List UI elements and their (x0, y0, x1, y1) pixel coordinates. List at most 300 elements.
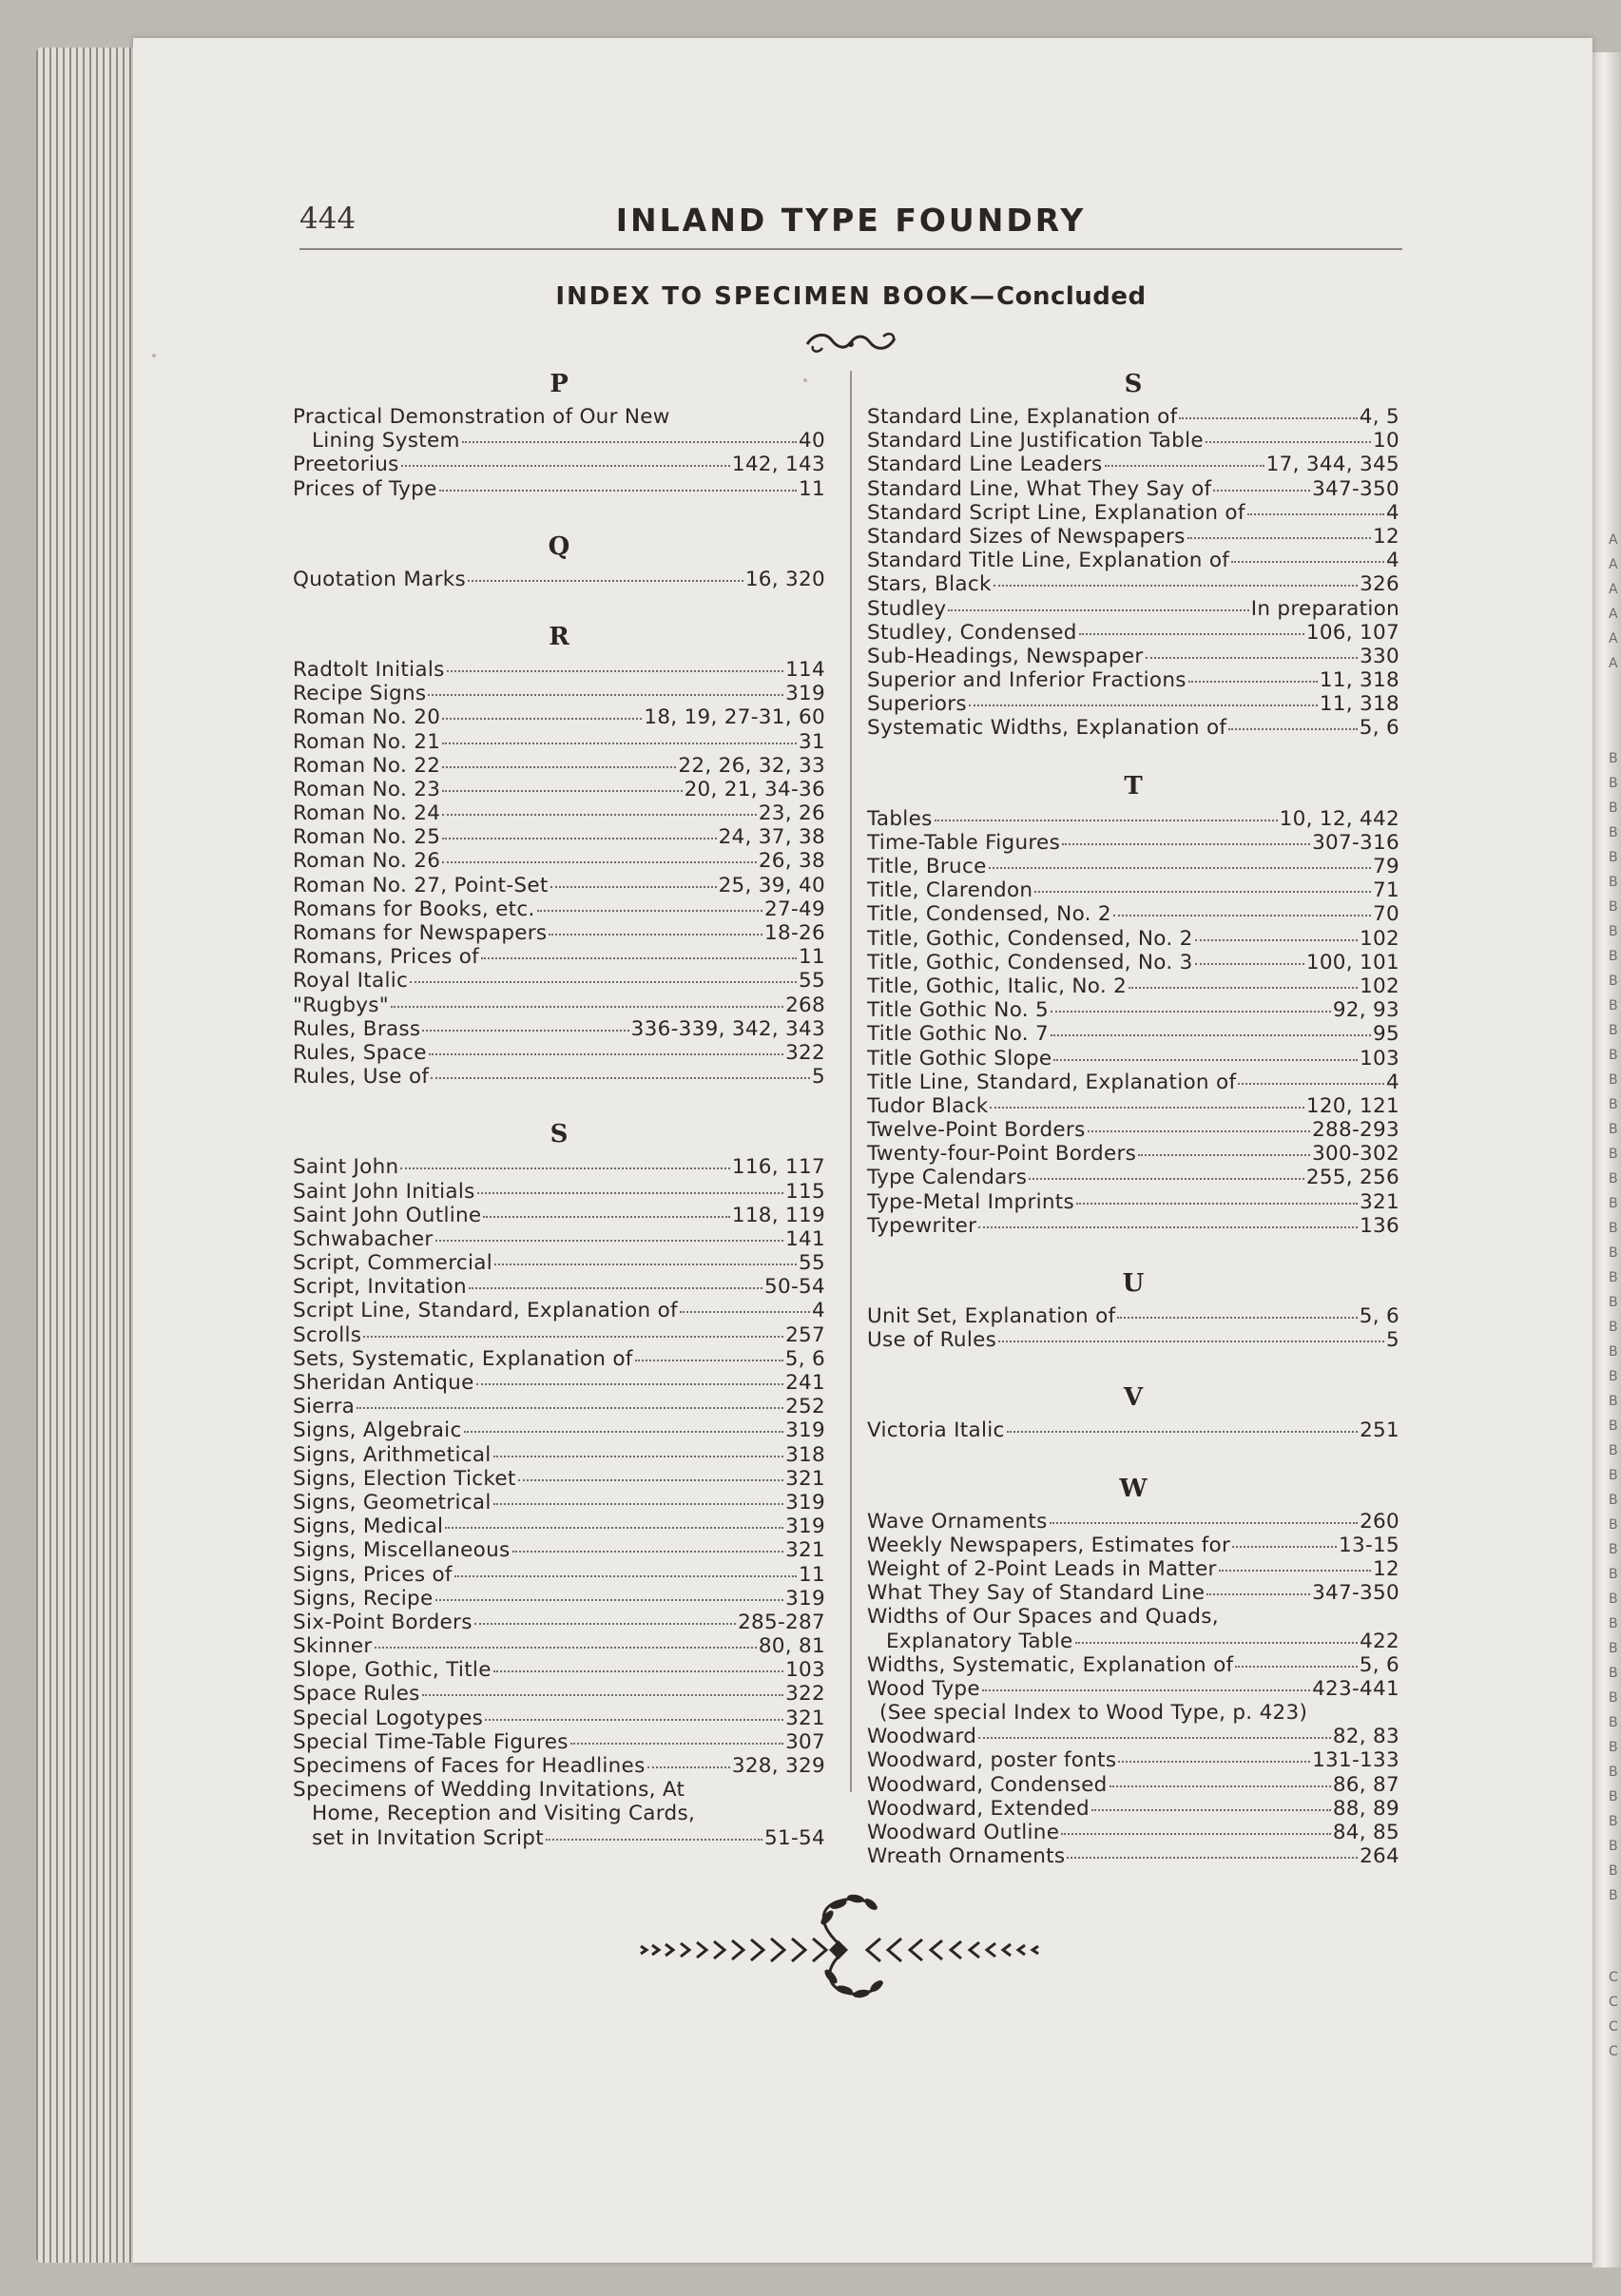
dot-leader (935, 820, 1278, 821)
dot-leader (447, 670, 783, 672)
index-entry-pages: 141 (785, 1226, 825, 1251)
index-entry (867, 855, 1399, 878)
index-entry (293, 825, 825, 849)
index-entry-label: Twelve-Point Borders (867, 1118, 1086, 1143)
index-entry (867, 831, 1399, 855)
index-entry-pages: 86, 87 (1332, 1772, 1399, 1797)
index-entry-label: Stars, Black (867, 572, 992, 597)
laurel-arrow-ornament-icon (627, 1887, 1055, 2011)
section-letter-s: S (550, 1120, 569, 1149)
dot-leader (445, 1527, 783, 1529)
index-entry-label: Roman No. 26 (293, 849, 441, 874)
index-entry-label: Saint John Outline (293, 1203, 482, 1227)
dot-leader (635, 1360, 783, 1361)
index-entry-label: Rules, Brass (293, 1016, 421, 1041)
index-entry-label: Roman No. 22 (293, 753, 441, 778)
index-entry-label: Woodward Outline (867, 1821, 1060, 1844)
index-entry-label: Script, Invitation (293, 1275, 467, 1300)
index-entry-pages: 12 (1373, 524, 1399, 549)
dot-leader (512, 1551, 784, 1553)
index-entry-label: Saint John Initials (293, 1179, 475, 1204)
index-entry-label: Roman No. 21 (293, 729, 441, 754)
dot-leader (474, 1623, 736, 1625)
index-entry-label: Wave Ornaments (867, 1509, 1048, 1534)
index-entry-pages: 115 (785, 1179, 825, 1204)
index-entry-pages: 88, 89 (1332, 1796, 1399, 1821)
index-entry-label: What They Say of Standard Line (867, 1581, 1206, 1606)
dot-leader (1110, 1785, 1331, 1787)
index-entry-pages: 347-350 (1312, 476, 1399, 501)
index-title-suffix: Concluded (996, 282, 1147, 311)
index-entry (867, 1725, 1399, 1748)
dot-leader (1118, 1761, 1310, 1763)
dot-leader (442, 718, 642, 720)
index-entry-label: Slope, Gothic, Title (293, 1658, 492, 1683)
index-entry (293, 1041, 825, 1065)
index-entry (293, 1634, 825, 1658)
index-entry-pages: 116, 117 (731, 1155, 825, 1180)
index-entry (867, 429, 1399, 453)
index-entry (293, 1180, 825, 1204)
index-entry-pages: 255, 256 (1305, 1166, 1399, 1190)
index-entry (293, 921, 825, 945)
index-entry-pages: 80, 81 (758, 1634, 825, 1659)
index-entry (867, 453, 1399, 476)
dot-leader (464, 1431, 783, 1433)
section-gap (867, 1352, 1399, 1377)
dot-leader (485, 1719, 783, 1721)
index-entry-pages: 10 (1373, 429, 1399, 453)
index-entry-pages: 319 (785, 1515, 825, 1539)
index-entry (867, 668, 1399, 692)
section-letter-s: S (1124, 370, 1143, 398)
dot-leader (357, 1407, 783, 1409)
index-entry-pages: 328, 329 (731, 1754, 825, 1778)
index-entry-label: Standard Line Justification Table (867, 429, 1204, 453)
index-entry-line: Widths of Our Spaces and Quads, (867, 1605, 1219, 1630)
dot-leader (1232, 1546, 1337, 1548)
index-entry-label: Sub-Headings, Newspaper (867, 644, 1144, 668)
index-entry-pages: 40 (799, 429, 825, 453)
index-entry (293, 682, 825, 705)
index-entry (867, 974, 1399, 998)
dot-leader (469, 1287, 762, 1289)
section-gap (867, 741, 1399, 765)
index-entry (293, 1299, 825, 1322)
section-gap (293, 1089, 825, 1113)
index-entry-label: Rules, Space (293, 1040, 427, 1065)
index-entry-label: Superior and Inferior Fractions (867, 668, 1187, 693)
dot-leader (1079, 633, 1304, 635)
dot-leader (439, 490, 797, 492)
index-entry (867, 1142, 1399, 1166)
index-entry-pages: 10, 12, 442 (1279, 806, 1399, 831)
index-entry (867, 572, 1399, 596)
index-entry-label: Special Time-Table Figures (293, 1729, 569, 1754)
running-head (299, 202, 1402, 243)
index-entry-label: Standard Line, What They Say of (867, 476, 1212, 501)
index-entry (293, 1515, 825, 1538)
dot-leader (477, 1192, 783, 1194)
index-entry-label: Typewriter (867, 1213, 977, 1238)
index-entry-label: Standard Sizes of Newspapers (867, 524, 1186, 549)
index-entry-label: Roman No. 20 (293, 705, 441, 730)
index-entry-label: Romans, Prices of (293, 945, 480, 970)
dot-leader (680, 1311, 810, 1313)
dot-leader (1231, 561, 1384, 563)
index-entry-pages: 288-293 (1312, 1118, 1399, 1143)
section-gap (293, 591, 825, 616)
index-entry-pages: 17, 344, 345 (1265, 453, 1399, 477)
dot-leader (375, 1647, 757, 1649)
dot-leader (978, 1737, 1331, 1739)
index-entry (293, 453, 825, 476)
index-entry (293, 1611, 825, 1634)
dot-leader (435, 1599, 784, 1601)
index-entry-label: Title, Clarendon (867, 878, 1033, 903)
index-entry (867, 1071, 1399, 1094)
index-entry-pages: 268 (785, 993, 825, 1017)
index-entry-label: Six-Point Borders (293, 1610, 473, 1634)
index-entry-label: Signs, Recipe (293, 1586, 434, 1611)
index-entry-label: Victoria Italic (867, 1418, 1005, 1443)
index-entry (867, 1118, 1399, 1142)
index-entry-pages: 16, 320 (744, 567, 825, 591)
index-entry (867, 621, 1399, 645)
dot-leader (454, 1575, 797, 1577)
dot-leader (1062, 843, 1310, 845)
index-entry-label: Prices of Type (293, 476, 437, 501)
index-entry (293, 477, 825, 501)
index-entry-pages: 142, 143 (731, 453, 825, 477)
index-entry-pages: 336-339, 342, 343 (630, 1016, 825, 1041)
index-entry-label: Studley, Condensed (867, 620, 1077, 645)
dot-leader (994, 585, 1358, 587)
index-entry-pages: 50-54 (764, 1275, 825, 1300)
index-entry-label: Lining System (312, 429, 460, 453)
section-gap (867, 1443, 1399, 1468)
dot-leader (989, 867, 1371, 869)
dot-leader (493, 1456, 783, 1457)
index-entry-label: Signs, Election Ticket (293, 1466, 516, 1491)
dot-leader (549, 934, 762, 936)
index-entry-pages: 70 (1373, 902, 1399, 927)
index-entry (293, 1754, 825, 1778)
index-entry (293, 1587, 825, 1611)
index-entry (867, 597, 1399, 621)
dot-leader (493, 1670, 783, 1672)
section-letter-u: U (1122, 1269, 1145, 1298)
index-entry (293, 1563, 825, 1587)
index-entry-label: Signs, Algebraic (293, 1418, 462, 1443)
index-entry-pages: 260 (1360, 1509, 1399, 1534)
index-entry-pages: 300-302 (1312, 1142, 1399, 1167)
index-entry-pages: 18, 19, 27-31, 60 (644, 705, 825, 730)
index-entry (867, 1630, 1399, 1653)
dot-leader (476, 1383, 783, 1385)
index-entry-pages: 264 (1360, 1844, 1399, 1869)
index-entry-label: Radtolt Initials (293, 657, 445, 682)
dot-leader (442, 766, 676, 768)
index-entry (293, 801, 825, 825)
index-entry-pages: 423-441 (1312, 1676, 1399, 1701)
index-entry-label: Standard Title Line, Explanation of (867, 549, 1230, 573)
index-entry-label: Roman No. 23 (293, 777, 441, 801)
dot-leader (1219, 1570, 1371, 1572)
dot-leader (363, 1336, 783, 1338)
index-entry-label: Skinner (293, 1634, 373, 1659)
index-entry-pages: 347-350 (1312, 1581, 1399, 1606)
dot-leader (1075, 1642, 1358, 1644)
index-entry-pages: 318 (785, 1442, 825, 1467)
dot-leader (1091, 1809, 1331, 1811)
dot-leader (391, 1006, 783, 1008)
dot-leader (1206, 441, 1371, 443)
index-entry-label: Tables (867, 806, 933, 831)
index-entry-pages: 4 (1386, 500, 1399, 525)
index-entry (293, 730, 825, 754)
index-entry (867, 1821, 1399, 1844)
index-entry-label: Title Line, Standard, Explanation of (867, 1070, 1237, 1094)
index-entry (867, 1510, 1399, 1534)
index-entry-pages: 82, 83 (1332, 1725, 1399, 1749)
index-entry (867, 807, 1399, 831)
section-gap (867, 1238, 1399, 1263)
index-entry (293, 1065, 825, 1089)
index-column-right (867, 363, 1399, 1868)
index-entry (293, 1395, 825, 1418)
index-entry-label: Wood Type (867, 1676, 980, 1701)
index-entry (293, 994, 825, 1017)
dot-leader (494, 1264, 797, 1265)
section-letter-p: P (550, 370, 569, 398)
index-entry-label: Widths, Systematic, Explanation of (867, 1652, 1234, 1677)
dot-leader (1088, 1130, 1310, 1132)
dot-leader (1206, 1593, 1310, 1595)
dot-leader (546, 1839, 762, 1841)
section-letter-w: W (1119, 1474, 1148, 1503)
index-entry (293, 1826, 825, 1850)
dot-leader (1007, 1431, 1358, 1433)
dot-leader (442, 790, 682, 792)
index-entry-pages: 321 (1360, 1189, 1399, 1214)
index-entry (293, 1204, 825, 1227)
index-entry-pages: 321 (785, 1706, 825, 1730)
dot-leader (442, 838, 716, 839)
index-entry-pages: 55 (799, 969, 825, 994)
page-title: INLAND TYPE FOUNDRY (615, 202, 1087, 239)
index-entry-pages: 11 (799, 476, 825, 501)
index-entry (867, 1653, 1399, 1677)
index-entry (867, 716, 1399, 740)
index-entry-pages: In preparation (1250, 596, 1399, 621)
index-entry-pages: 12 (1373, 1556, 1399, 1581)
dot-leader (948, 609, 1248, 611)
index-entry (293, 705, 825, 729)
index-entry-label: Signs, Medical (293, 1515, 444, 1539)
index-entry (867, 1047, 1399, 1071)
dot-leader (410, 981, 797, 983)
index-entry-pages: 26, 38 (758, 849, 825, 874)
index-entry-label: Unit Set, Explanation of (867, 1304, 1116, 1328)
dot-leader (570, 1743, 783, 1745)
index-entry-pages: 285-287 (738, 1610, 825, 1634)
dot-leader (442, 743, 797, 744)
index-entry-label: Saint John (293, 1155, 399, 1180)
index-entry (293, 1707, 825, 1730)
index-entry (867, 405, 1399, 429)
index-entry (293, 429, 825, 453)
index-entry-pages: 31 (799, 729, 825, 754)
dot-leader (483, 1216, 729, 1218)
index-entry-pages: 321 (785, 1466, 825, 1491)
index-entry-pages: 84, 85 (1332, 1821, 1399, 1844)
index-entry-label: Title Gothic No. 5 (867, 998, 1050, 1023)
section-letter-t: T (1124, 771, 1143, 801)
index-entry-pages: 13-15 (1339, 1533, 1399, 1557)
index-entry (867, 1094, 1399, 1118)
index-entry-pages: 5, 6 (784, 1346, 825, 1371)
dot-leader (990, 1107, 1303, 1109)
dot-leader (422, 1030, 628, 1032)
dot-leader (982, 1689, 1310, 1691)
dot-leader (493, 1503, 783, 1505)
index-entry (293, 1227, 825, 1251)
index-entry-label: Signs, Miscellaneous (293, 1538, 511, 1563)
index-entry-pages: 102 (1360, 926, 1399, 951)
index-entry-line: Specimens of Wedding Invitations, At (293, 1778, 685, 1803)
index-entry-label: Sierra (293, 1395, 356, 1419)
column-divider (850, 371, 852, 1792)
dot-leader (1146, 657, 1359, 659)
dot-leader (1051, 1034, 1371, 1036)
dot-leader (969, 704, 1318, 706)
index-entry-label: Title Gothic Slope (867, 1046, 1052, 1071)
index-entry-pages: 5 (1386, 1328, 1399, 1353)
index-entry-pages: 321 (785, 1538, 825, 1563)
index-entry-pages: 27-49 (764, 897, 825, 921)
index-entry (293, 897, 825, 921)
index-entry-pages: 55 (799, 1251, 825, 1276)
index-entry (293, 969, 825, 993)
index-entry-pages: 5, 6 (1359, 1652, 1399, 1677)
index-entry-pages: 319 (785, 1586, 825, 1611)
index-entry (867, 645, 1399, 668)
index-entry-label: Weekly Newspapers, Estimates for (867, 1533, 1231, 1557)
index-entry-pages: 102 (1360, 974, 1399, 998)
index-entry-label: Twenty-four-Point Borders (867, 1142, 1137, 1167)
index-entry-label: Romans for Newspapers (293, 921, 548, 945)
index-entry (293, 874, 825, 897)
index-entry-label: Time-Table Figures (867, 830, 1061, 855)
index-title-main: INDEX TO SPECIMEN BOOK— (555, 282, 997, 311)
index-entry (293, 658, 825, 682)
dot-leader (1235, 1666, 1357, 1668)
header-rule (299, 248, 1402, 250)
index-entry (867, 692, 1399, 716)
index-entry (293, 945, 825, 969)
index-entry (293, 1467, 825, 1491)
index-entry (867, 902, 1399, 926)
dot-leader (518, 1479, 783, 1481)
dot-leader (481, 957, 797, 959)
index-entry-pages: 22, 26, 32, 33 (678, 753, 825, 778)
index-entry-label: Royal Italic (293, 969, 409, 994)
index-entry (293, 1443, 825, 1467)
dot-leader (1076, 1203, 1358, 1205)
section-letter-r: R (549, 622, 569, 651)
dot-leader (1029, 1178, 1304, 1180)
dot-leader (442, 814, 757, 816)
index-entry (867, 927, 1399, 951)
index-entry-label: Roman No. 25 (293, 825, 441, 850)
dot-leader (422, 1694, 783, 1696)
section-gap (293, 501, 825, 526)
index-note: (See special Index to Wood Type, p. 423) (879, 1701, 1308, 1726)
dot-leader (1067, 1857, 1358, 1859)
index-entry-label: Sets, Systematic, Explanation of (293, 1346, 633, 1371)
index-entry (293, 754, 825, 778)
index-entry (867, 1581, 1399, 1605)
index-entry-pages: 95 (1373, 1022, 1399, 1047)
dot-leader (1034, 891, 1371, 893)
index-entry-pages: 241 (785, 1371, 825, 1395)
dot-leader (647, 1766, 730, 1768)
index-entry (867, 1534, 1399, 1557)
index-entry-pages: 11, 318 (1319, 668, 1399, 693)
index-entry-pages: 5 (812, 1065, 825, 1090)
index-entry-label: Schwabacher (293, 1226, 434, 1251)
dot-leader (1247, 513, 1384, 515)
dot-leader (468, 580, 743, 582)
index-entry-label: Wreath Ornaments (867, 1844, 1066, 1869)
index-entry (867, 878, 1399, 902)
index-entry (867, 1022, 1399, 1046)
index-title (299, 282, 1402, 311)
index-entry (293, 1017, 825, 1041)
index-entry-pages: 11 (799, 945, 825, 970)
index-entry (293, 1155, 825, 1179)
index-entry-pages: 4 (1386, 549, 1399, 573)
index-entry-pages: 51-54 (764, 1825, 825, 1850)
index-entry (867, 501, 1399, 525)
index-entry (293, 849, 825, 873)
index-entry-pages: 92, 93 (1332, 998, 1399, 1023)
index-entry-pages: 5, 6 (1359, 1304, 1399, 1328)
index-entry-pages: 4 (812, 1299, 825, 1323)
dot-leader (1051, 1011, 1331, 1013)
index-entry-label: Superiors (867, 692, 967, 717)
index-entry-label: Roman No. 27, Point-Set (293, 873, 549, 897)
index-entry-label: Systematic Widths, Explanation of (867, 716, 1227, 741)
index-entry (867, 998, 1399, 1022)
index-entry (293, 1418, 825, 1442)
index-entry (867, 1166, 1399, 1189)
index-entry-label: set in Invitation Script (312, 1825, 544, 1850)
index-entry-label: Tudor Black (867, 1093, 989, 1118)
dot-leader (1117, 1317, 1357, 1319)
index-entry-pages: 136 (1360, 1213, 1399, 1238)
dot-leader (537, 910, 762, 912)
dot-leader (401, 465, 730, 467)
index-entry (293, 1347, 825, 1371)
index-entry-label: Signs, Geometrical (293, 1490, 492, 1515)
index-entry-label: Specimens of Faces for Headlines (293, 1754, 646, 1778)
index-entry-pages: 252 (785, 1395, 825, 1419)
index-entry-label: Title, Condensed, No. 2 (867, 902, 1111, 927)
dot-leader (431, 1077, 810, 1079)
index-entry (293, 1730, 825, 1754)
